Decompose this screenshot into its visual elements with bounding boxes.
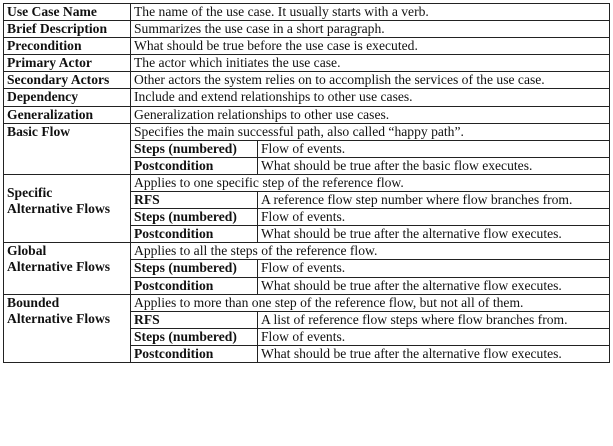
sub-description: Flow of events. — [258, 328, 610, 345]
table-row — [4, 38, 610, 55]
global-flow-description: Applies to all the steps of the reference flow. — [131, 243, 610, 260]
sub-description: Flow of events. — [258, 260, 610, 277]
sub-description: What should be true after the alternative flow executes. — [258, 345, 610, 362]
basic-flow-row — [4, 123, 610, 140]
sub-description: Flow of events. — [258, 209, 610, 226]
basic-flow-description: Specifies the main successful path, also called “happy path”. — [131, 123, 610, 140]
sub-description: What should be true after the alternative flow executes. — [258, 226, 610, 243]
row-description: Other actors the system relies on to accomplish the services of the use case. — [131, 72, 610, 89]
row-label: Brief Description — [4, 21, 131, 38]
sub-description: What should be true after the alternative flow executes. — [258, 277, 610, 294]
row-description: Generalization relationships to other use cases. — [131, 106, 610, 123]
global-flow-row — [4, 243, 610, 260]
specific-flow-row — [4, 174, 610, 191]
sub-description: A list of reference flow steps where flow branches from. — [258, 311, 610, 328]
row-label: Generalization — [4, 106, 131, 123]
global-flow-label — [4, 243, 131, 294]
table-row — [4, 89, 610, 106]
sub-label: Postcondition — [131, 277, 258, 294]
table-row — [4, 72, 610, 89]
row-label: Secondary Actors — [4, 72, 131, 89]
bounded-flow-description: Applies to more than one step of the reference flow, but not all of them. — [131, 294, 610, 311]
sub-label: Steps (numbered) — [131, 260, 258, 277]
sub-label: Steps (numbered) — [131, 328, 258, 345]
specific-flow-label-line2: Alternative Flows — [7, 200, 111, 216]
sub-description: What should be true after the basic flow executes. — [258, 157, 610, 174]
sub-description: Flow of events. — [258, 140, 610, 157]
sub-description: A reference flow step number where flow branches from. — [258, 192, 610, 209]
row-label: Use Case Name — [4, 4, 131, 21]
sub-label: Steps (numbered) — [131, 209, 258, 226]
row-label: Dependency — [4, 89, 131, 106]
row-description: What should be true before the use case is executed. — [131, 38, 610, 55]
use-case-template — [3, 3, 610, 363]
bounded-flow-label-line2: Alternative Flows — [7, 310, 111, 326]
table-row — [4, 21, 610, 38]
bounded-flow-row — [4, 294, 610, 311]
global-flow-label-line1: Global — [7, 243, 47, 259]
sub-label: RFS — [131, 311, 258, 328]
global-flow-label-line2: Alternative Flows — [7, 259, 111, 275]
specific-flow-label-line1: Specific — [7, 184, 53, 200]
basic-flow-label: Basic Flow — [4, 123, 131, 174]
specific-flow-description: Applies to one specific step of the reference flow. — [131, 174, 610, 191]
sub-label: RFS — [131, 192, 258, 209]
sub-label: Postcondition — [131, 226, 258, 243]
row-description: Summarizes the use case in a short paragraph. — [131, 21, 610, 38]
row-description: The name of the use case. It usually starts with a verb. — [131, 4, 610, 21]
specific-flow-label — [4, 174, 131, 242]
bounded-flow-label-line1: Bounded — [7, 294, 60, 310]
table-row — [4, 55, 610, 72]
table-row — [4, 4, 610, 21]
bounded-flow-label — [4, 294, 131, 362]
sub-label: Postcondition — [131, 157, 258, 174]
use-case-table — [3, 3, 610, 363]
row-label: Precondition — [4, 38, 131, 55]
row-description: The actor which initiates the use case. — [131, 55, 610, 72]
table-row — [4, 106, 610, 123]
sub-label: Postcondition — [131, 345, 258, 362]
sub-label: Steps (numbered) — [131, 140, 258, 157]
row-label: Primary Actor — [4, 55, 131, 72]
row-description: Include and extend relationships to other use cases. — [131, 89, 610, 106]
